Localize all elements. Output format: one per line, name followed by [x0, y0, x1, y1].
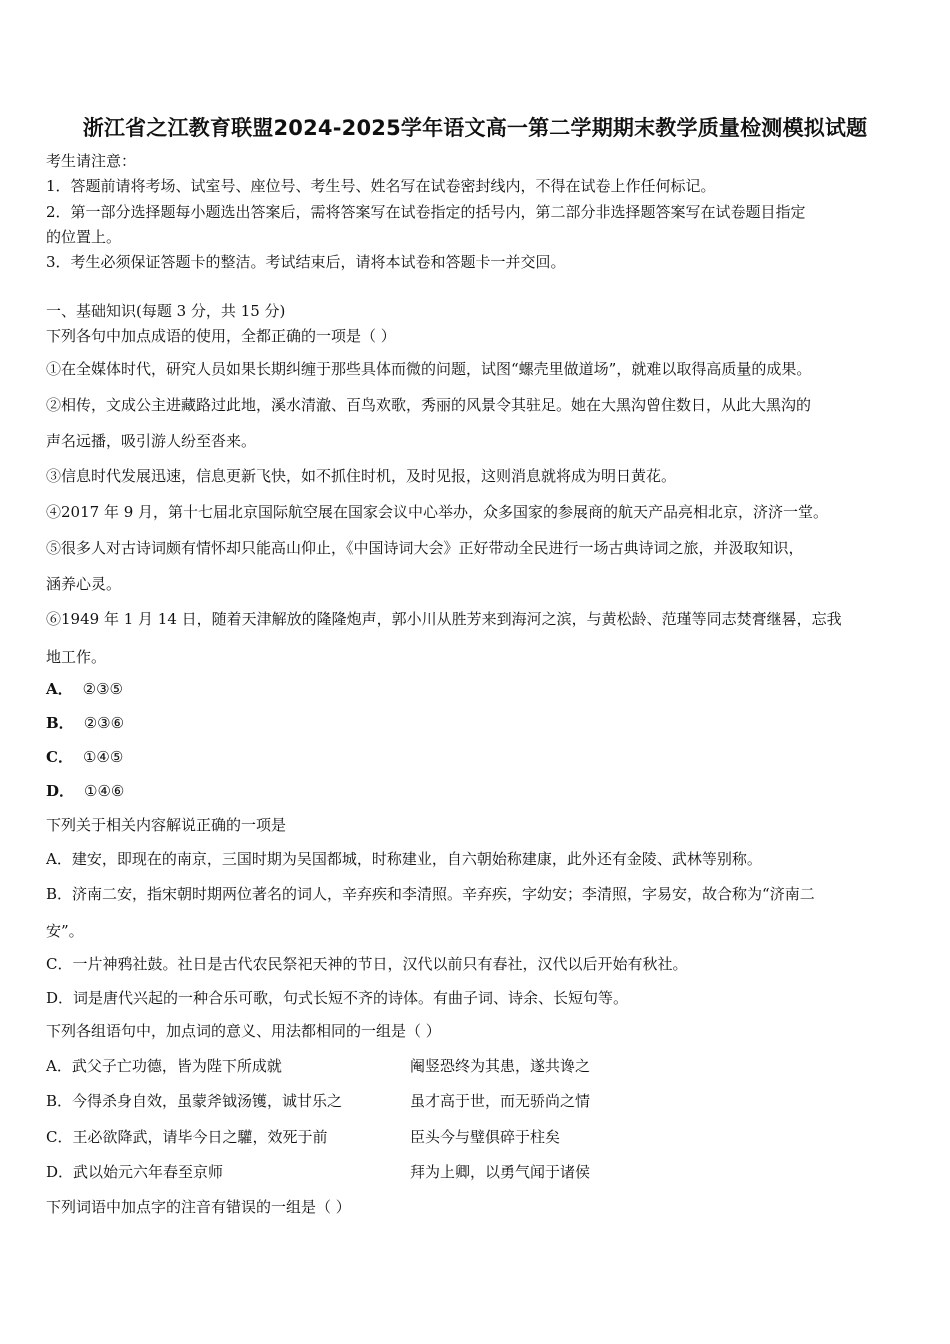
q1-sentence-2-cont: 声名远播，吸引游人纷至沓来。 [46, 432, 257, 450]
section-heading: 一、基础知识(每题 3 分，共 15 分) [46, 302, 286, 320]
q1-sentence-2: ②相传，文成公主进藏路过此地，溪水清澈、百鸟欢歌，秀丽的风景令其驻足。她在大黑沟曾住数日，从此大黑沟的 [46, 396, 812, 414]
q1-sentence-6-cont: 地工作。 [46, 648, 107, 666]
option-text: ①④⑥ [84, 782, 125, 800]
q3-option-left: A．武父子亡功德，皆为陛下所成就 [46, 1057, 282, 1075]
notice-heading: 考生请注意： [46, 152, 137, 170]
q3-option-right: 臣头今与璧俱碎于柱矣 [410, 1128, 561, 1146]
q1-sentence-1: ①在全媒体时代，研究人员如果长期纠缠于那些具体而微的问题，试图“螺壳里做道场”，就难以取得高质量的成果。 [46, 360, 812, 378]
q3-option-c[interactable] [46, 1126, 916, 1148]
option-letter: B． [46, 714, 74, 732]
q3-option-left: D．武以始元六年春至京师 [46, 1163, 224, 1181]
q3-option-a[interactable] [46, 1055, 916, 1077]
option-text: ②③⑤ [82, 680, 123, 698]
option-letter: A． [46, 680, 73, 698]
q1-sentence-3: ③信息时代发展迅速，信息更新飞快，如不抓住时机，及时见报，这则消息就将成为明日黄花。 [46, 467, 677, 485]
q1-option-b[interactable] [46, 712, 916, 734]
q3-option-right: 拜为上卿，以勇气闻于诸侯 [410, 1163, 591, 1181]
question-3-stem: 下列各组语句中，加点词的意义、用法都相同的一组是（ ） [46, 1022, 441, 1040]
q1-sentence-6: ⑥1949 年 1 月 14 日，随着天津解放的隆隆炮声，郭小川从胜芳来到海河之滨，与黄松龄、范瑾等同志焚膏继晷，忘我 [46, 610, 842, 628]
notice-item-3: 3．考生必须保证答题卡的整洁。考试结束后，请将本试卷和答题卡一并交回。 [46, 253, 566, 271]
q3-option-b[interactable] [46, 1090, 916, 1112]
q1-option-a[interactable] [46, 678, 916, 700]
q1-sentence-4: ④2017 年 9 月，第十七届北京国际航空展在国家会议中心举办，众多国家的参展商的航天产品亮相北京，济济一堂。 [46, 503, 829, 521]
notice-item-2-cont: 的位置上。 [46, 228, 122, 246]
option-letter: D． [46, 782, 75, 800]
question-1-stem: 下列各句中加点成语的使用，全都正确的一项是（ ） [46, 327, 396, 345]
page-title: 浙江省之江教育联盟2024-2025学年语文高一第二学期期末教学质量检测模拟试题 [82, 116, 868, 140]
question-2-stem: 下列关于相关内容解说正确的一项是 [46, 816, 287, 834]
q2-option-d[interactable]: D．词是唐代兴起的一种合乐可歌，句式长短不齐的诗体。有曲子词、诗余、长短句等。 [46, 989, 629, 1007]
q3-option-d[interactable] [46, 1161, 916, 1183]
q2-option-b-cont: 安”。 [46, 922, 84, 940]
notice-item-2: 2．第一部分选择题每小题选出答案后，需将答案写在试卷指定的括号内，第二部分非选择题答案写在试卷题目指定 [46, 203, 806, 221]
notice-item-1: 1．答题前请将考场、试室号、座位号、考生号、姓名写在试卷密封线内，不得在试卷上作任何标记。 [46, 177, 716, 195]
option-text: ②③⑥ [83, 714, 125, 732]
q3-option-left: B．今得杀身自效，虽蒙斧钺汤镬，诚甘乐之 [46, 1092, 343, 1110]
q3-option-right: 虽才高于世，而无骄尚之情 [410, 1092, 591, 1110]
q2-option-b[interactable]: B．济南二安，指宋朝时期两位著名的词人，辛弃疾和李清照。辛弃疾，字幼安；李清照，字易安，故合称为“济南二 [46, 885, 815, 903]
q3-option-left: C．王必欲降武，请毕今日之驩，效死于前 [46, 1128, 328, 1146]
q2-option-a[interactable]: A．建安，即现在的南京，三国时期为吴国都城，时称建业，自六朝始称建康，此外还有金陵、武林等别称。 [46, 850, 762, 868]
question-4-stem: 下列词语中加点字的注音有错误的一组是（ ） [46, 1198, 351, 1216]
q1-sentence-5-cont: 涵养心灵。 [46, 575, 122, 593]
q1-option-d[interactable] [46, 780, 916, 802]
q1-sentence-5: ⑤很多人对古诗词颇有情怀却只能高山仰止，《中国诗词大会》正好带动全民进行一场古典诗词之旅，并汲取知识， [46, 539, 804, 557]
q2-option-c[interactable]: C．一片神鸦社鼓。社日是古代农民祭祀天神的节日，汉代以前只有春社，汉代以后开始有秋社。 [46, 955, 688, 973]
option-letter: C． [46, 748, 73, 766]
q3-option-right: 阉竖恐终为其患，遂共谗之 [410, 1057, 591, 1075]
option-text: ①④⑤ [82, 748, 124, 766]
q1-option-c[interactable] [46, 746, 916, 768]
